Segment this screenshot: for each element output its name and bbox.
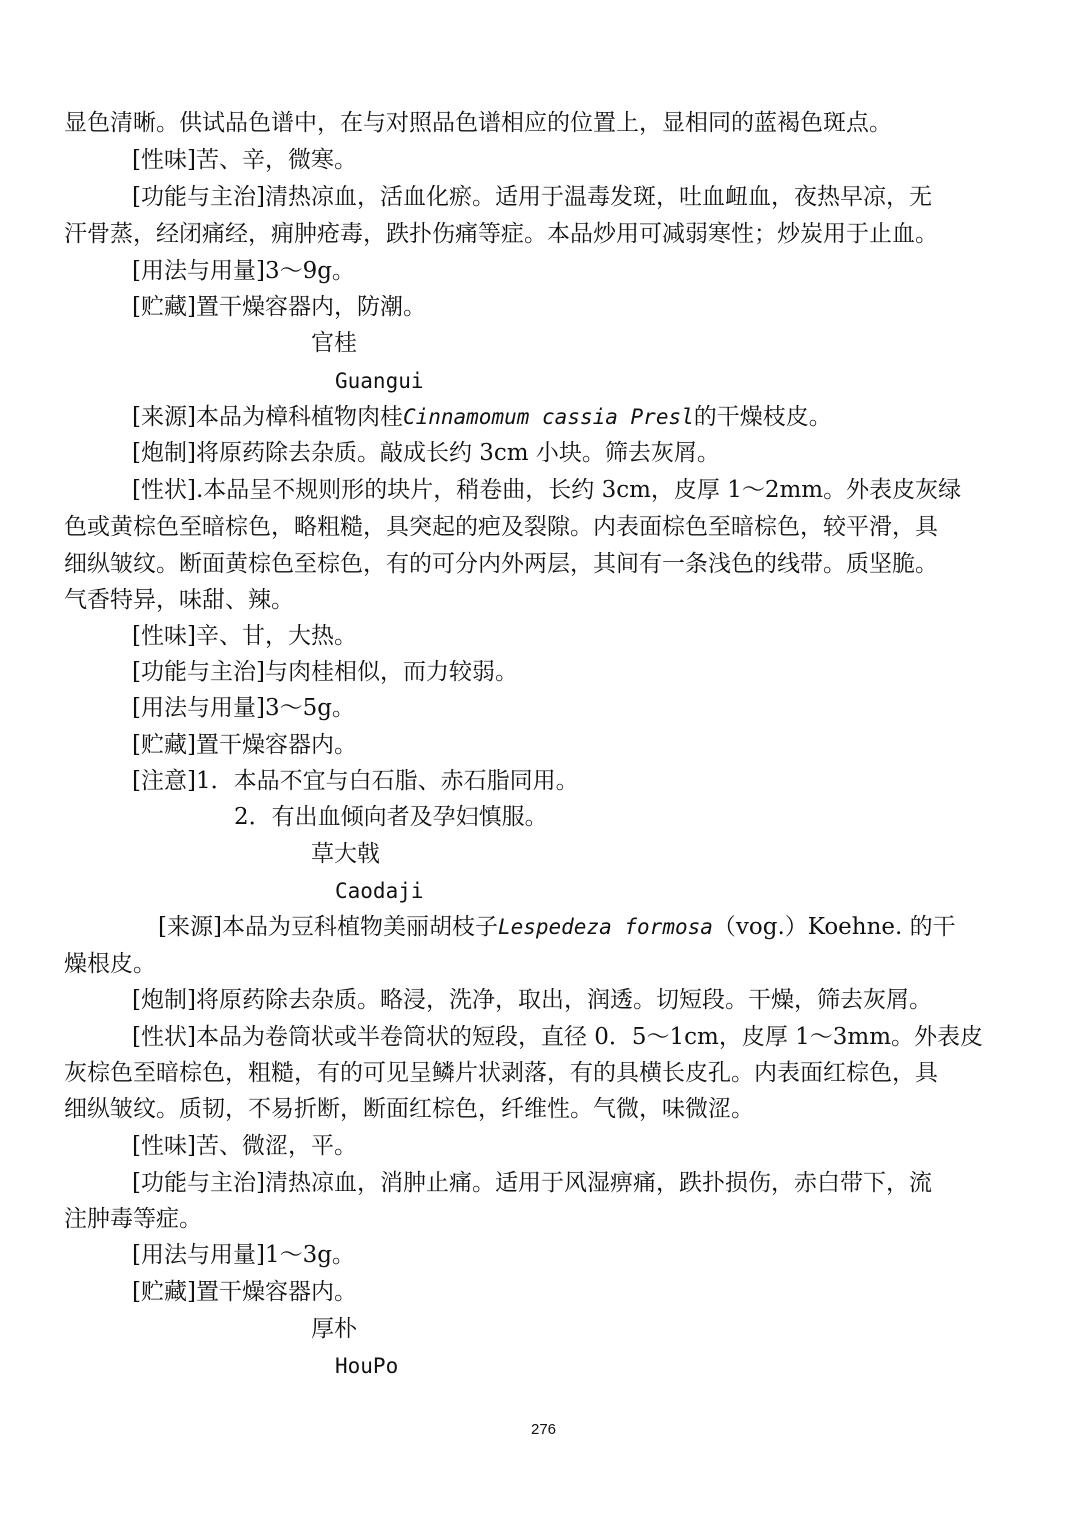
text-line: 汗骨蒸，经闭痛经，痈肿疮毒，跌扑伤痛等症。本品炒用可减弱寒性；炒炭用于止血。	[64, 221, 938, 247]
text-line: [性状]本品为卷筒状或半卷筒状的短段，直径 0．5～1cm，皮厚 1～3mm。外表皮	[132, 1024, 984, 1050]
text-line: 注肿毒等症。	[64, 1206, 202, 1232]
text-line: [注意]1．本品不宜与白石脂、赤石脂同用。	[132, 768, 579, 794]
text-line: [炮制]将原药除去杂质。敲成长约 3cm 小块。筛去灰屑。	[132, 440, 720, 466]
text-line: [用法与用量]3～9g。	[132, 258, 355, 284]
text-line: [性味]苦、辛，微寒。	[132, 147, 357, 173]
text-line: [贮藏]置干燥容器内，防潮。	[132, 294, 426, 320]
entry-pinyin: Caodaji	[335, 879, 424, 903]
latin-name: Cinnamomum cassia Presl	[402, 405, 694, 429]
text-line: 灰棕色至暗棕色，粗糙，有的可见呈鳞片状剥落，有的具横长皮孔。内表面红棕色，具	[64, 1060, 938, 1086]
text-line: [性状].本品呈不规则形的块片，稍卷曲，长约 3cm，皮厚 1～2mm。外表皮灰绿	[132, 477, 962, 503]
text-line: [用法与用量]3～5g。	[132, 695, 355, 721]
text-line: [用法与用量]1～3g。	[132, 1242, 355, 1268]
text-segment: [来源]本品为樟科植物肉桂	[132, 404, 403, 430]
text-segment: （vog.）Koehne. 的干	[712, 914, 956, 940]
text-line: 显色清晰。供试品色谱中，在与对照品色谱相应的位置上，显相同的蓝褐色斑点。	[64, 110, 892, 136]
entry-pinyin: Guangui	[335, 369, 424, 393]
page-number: 276	[530, 1421, 557, 1438]
text-line: 细纵皱纹。质韧，不易折断，断面红棕色，纤维性。气微，味微涩。	[64, 1096, 754, 1122]
text-line: [性味]辛、甘，大热。	[132, 623, 357, 649]
text-line: [贮藏]置干燥容器内。	[132, 732, 357, 758]
text-line: [功能与主治]清热凉血，活血化瘀。适用于温毒发斑，吐血衄血，夜热早凉，无	[132, 184, 932, 210]
text-line: 气香特异，味甜、辣。	[64, 587, 294, 613]
text-line	[132, 402, 832, 432]
text-line: [功能与主治]清热凉血，消肿止痛。适用于风湿痹痛，跌扑损伤，赤白带下，流	[132, 1170, 932, 1196]
text-line: [炮制]将原药除去杂质。略浸，洗净，取出，润透。切短段。干燥，筛去灰屑。	[132, 987, 932, 1013]
text-line: 色或黄棕色至暗棕色，略粗糙，具突起的疤及裂隙。内表面棕色至暗棕色，较平滑，具	[64, 514, 938, 540]
text-line: [性味]苦、微涩，平。	[132, 1133, 357, 1159]
text-line: 燥根皮。	[64, 951, 156, 977]
text-line: 细纵皱纹。断面黄棕色至棕色，有的可分内外两层，其间有一条浅色的线带。质坚脆。	[64, 551, 938, 577]
text-segment: 的干燥枝皮。	[693, 404, 832, 430]
entry-title: 厚朴	[311, 1316, 357, 1342]
text-line: 2．有出血倾向者及孕妇慎服。	[234, 804, 548, 830]
text-line: [贮藏]置干燥容器内。	[132, 1279, 357, 1305]
latin-name: Lespedeza formosa	[497, 915, 713, 939]
text-line: [功能与主治]与肉桂相似，而力较弱。	[132, 659, 518, 685]
entry-pinyin: HouPo	[335, 1354, 399, 1378]
text-line	[158, 912, 956, 942]
entry-title: 草大戟	[311, 841, 380, 867]
text-segment: [来源]本品为豆科植物美丽胡枝子	[158, 914, 498, 940]
entry-title: 官桂	[311, 330, 357, 356]
